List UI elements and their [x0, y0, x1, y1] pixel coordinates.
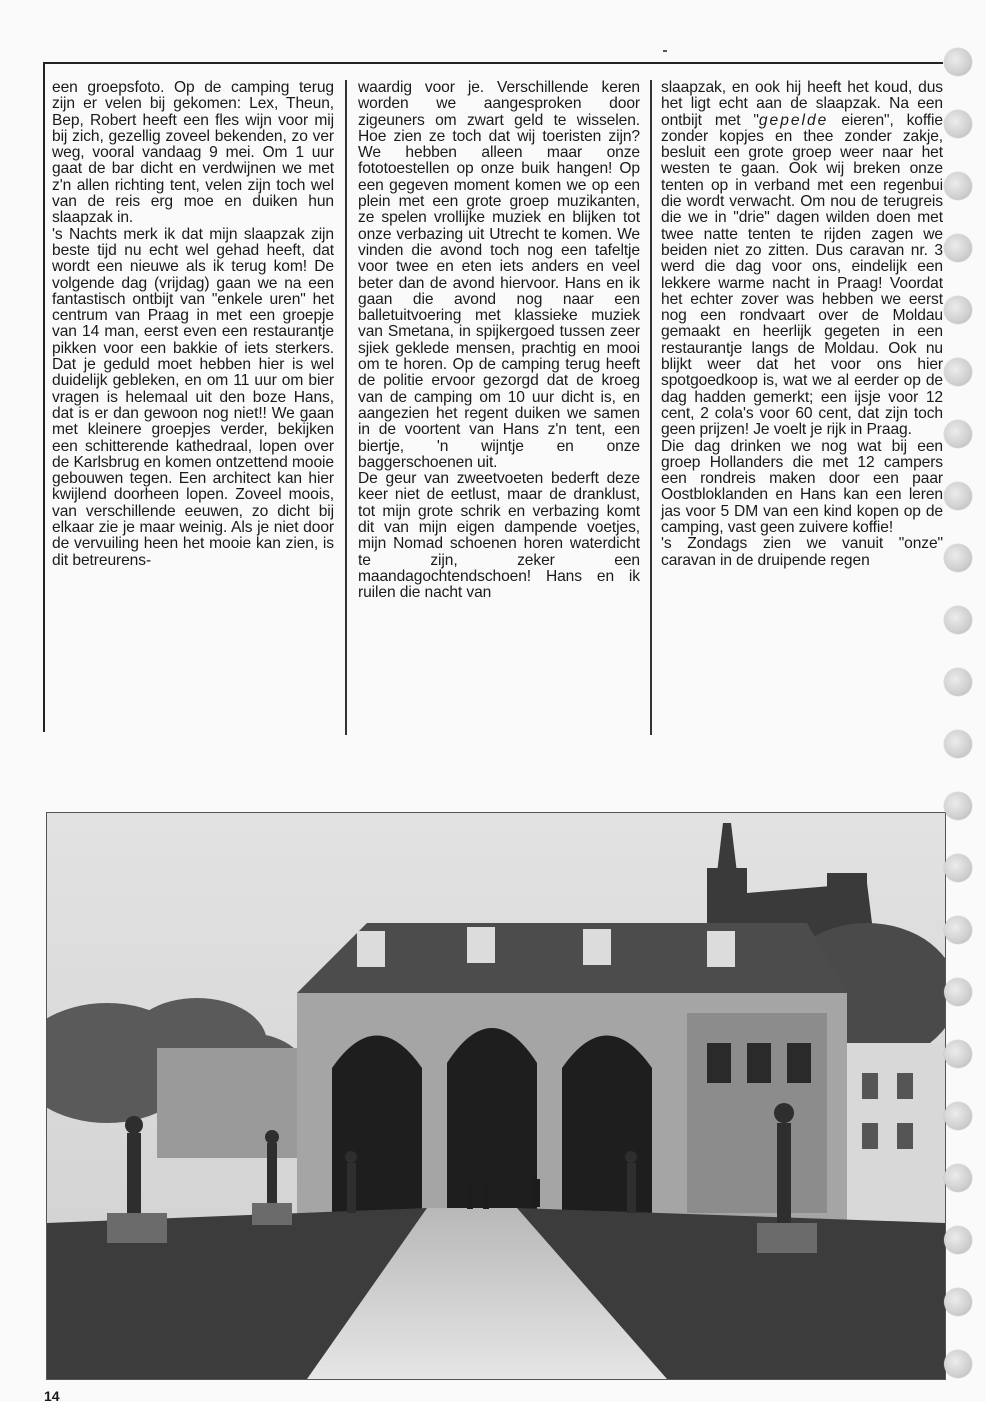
text-column-2 — [358, 80, 640, 602]
binding-ring — [944, 730, 972, 758]
binding-ring — [944, 978, 972, 1006]
binding-ring — [944, 296, 972, 324]
binding-ring — [944, 854, 972, 882]
binding-ring — [944, 48, 972, 76]
binding-ring — [944, 110, 972, 138]
frame-top-rule — [43, 62, 943, 64]
photo — [46, 812, 946, 1380]
binding-ring — [944, 1288, 972, 1316]
paragraph-text-end: eieren", koffie zonder kopjes en thee zonder zakje, besluit een grote groep weer naar het westen te gaan. Ook wij breken onze tenten op in verband met een regenbui die wordt verwacht. Om nou de terugreis die we in "drie" dagen wilden doen met twee natte tenten te rijden zagen we beiden niet zo zitten. Dus caravan nr. 3 werd die dag voor ons, eindelijk een lekkere warme nacht in Praag! Voordat het echter zover was hebben we eerst nog een rondvaart over de Moldau gemaakt en heerlijk gegeten in een restaurantje langs de Moldau. Ook nu blijkt weer dat het voor ons hier spotgoedkoop is, wat we al eerder op de dag hadden gemerkt; een ijsje voor 12 cent, 2 cola's voor 60 cent, dat zijn toch geen prijzen! Je voelt je rijk in Praag. — [661, 111, 943, 439]
column-1-paragraph-1: een groepsfoto. Op de camping terug zijn er velen bij gekomen: Lex, Theun, Bep, Robert heeft een fles wijn voor mij bij zich, gezellig zoveel bekenden, zo ver weg, vooral vandaag 9 mei. Om 1 uur gaat de bar dicht en verdwijnen we met z'n allen richting tent, velen zijn toch wel van de reis erg moe en duiken hun slaapzak in. — [52, 79, 334, 227]
spiral-binding — [940, 0, 986, 1402]
binding-ring — [944, 172, 972, 200]
binding-ring — [944, 606, 972, 634]
binding-ring — [944, 792, 972, 820]
page-number: 14 — [44, 1388, 60, 1404]
photo-illustration — [47, 813, 945, 1379]
pavilion-facade — [297, 993, 847, 1223]
column-1-paragraph-2: 's Nachts merk ik dat mijn slaapzak zijn beste tijd nu echt wel gehad heeft, dat wordt een nieuwe als ik terug kom! De volgende dag (vrijdag) gaan we na een fantastisch ontbijt van "enkele uren" het centrum van Praag in met een groepje van 14 man, eerst even een restaurantje pikken voor een bakkie of iets sterkers. Dat je geduld moet hebben hier is wel duidelijk gebleken, en om 11 uur om bier vragen is helemaal uit den boze Hans, dat is er dan gewoon nog niet!! We gaan met kleinere groepjes verder, bekijken een schitterende kathedraal, lopen over de Karlsbrug en komen ontzettend mooie gebouwen tegen. Een architect kan hier kwijlend doorheen lopen. Zoveel moois, van verschillende eeuwen, zo dicht bij elkaar zie je maar weinig. Als je niet door de vervuiling heen het mooie kan zien, is dit betreurens- — [52, 225, 334, 569]
column-divider-2 — [650, 80, 652, 735]
column-3-paragraph-2: Die dag drinken we nog wat bij een groep Hollanders die met 12 campers een rondreis maken door een paar Oostbloklanden en Hans kan een leren jas voor 5 DM van een kind kopen op de camping, vast geen zuivere koffie! — [661, 437, 943, 537]
text-column-3 — [661, 80, 943, 569]
binding-ring — [944, 668, 972, 696]
print-speck — [663, 50, 667, 52]
binding-ring — [944, 234, 972, 262]
column-divider-1 — [345, 80, 347, 735]
emphasized-word: gepelde — [758, 111, 829, 129]
column-2-paragraph-2: De geur van zweetvoeten bederft deze keer niet de eetlust, maar de dranklust, tot mijn grote schrik en verbazing komt dit van mijn eigen dampende voetjes, mijn Nomad schoenen horen waterdicht te zijn, zeker een maandagochtendschoen! Hans en ik ruilen die nacht van — [358, 470, 640, 602]
column-3-paragraph-3: 's Zondags zien we vanuit "onze" caravan in de druipende regen — [661, 535, 943, 569]
frame-left-rule — [43, 62, 45, 732]
binding-ring — [944, 1040, 972, 1068]
binding-ring — [944, 482, 972, 510]
binding-ring — [944, 1164, 972, 1192]
binding-ring — [944, 358, 972, 386]
column-3-paragraph-1 — [661, 80, 943, 439]
right-building — [847, 1043, 945, 1243]
binding-ring — [944, 916, 972, 944]
text-column-1 — [52, 80, 334, 569]
binding-ring — [944, 1350, 972, 1378]
pavilion-roof — [297, 923, 847, 993]
binding-ring — [944, 544, 972, 572]
binding-ring — [944, 420, 972, 448]
binding-ring — [944, 1102, 972, 1130]
binding-ring — [944, 1226, 972, 1254]
paragraph-text-start: slaapzak, en ook hij heeft het koud, dus het ligt echt aan de slaapzak. Na een ontbijt met " — [661, 79, 943, 129]
column-2-paragraph-1: waardig voor je. Verschillende keren worden we aangesproken door zigeuners om zwart geld te wisselen. Hoe zien ze toch dat wij toeristen zijn? We hebben alleen maar onze fototoestellen op onze buik hangen! Op een gegeven moment komen we op een plein met een grote groep muzikanten, ze spelen vrollijke muziek en blijken tot onze verbazing uit Utrecht te komen. We vinden die avond toch nog een tafeltje voor twee en eten iets anders en veel beter dan de avond hiervoor. Hans en ik gaan die avond nog naar een balletuitvoering met klassieke muziek van Smetana, in spijkergoed tussen zeer sjiek geklede mensen, prachtig en mooi om te horen. Op de camping terug heeft de politie ervoor gezorgd dat de kroeg van de camping om 10 uur dicht is, en aangezien het regent duiken we samen in de voortent van Hans z'n tent, een biertje, 'n wijntje en onze baggerschoenen uit. — [358, 79, 640, 471]
